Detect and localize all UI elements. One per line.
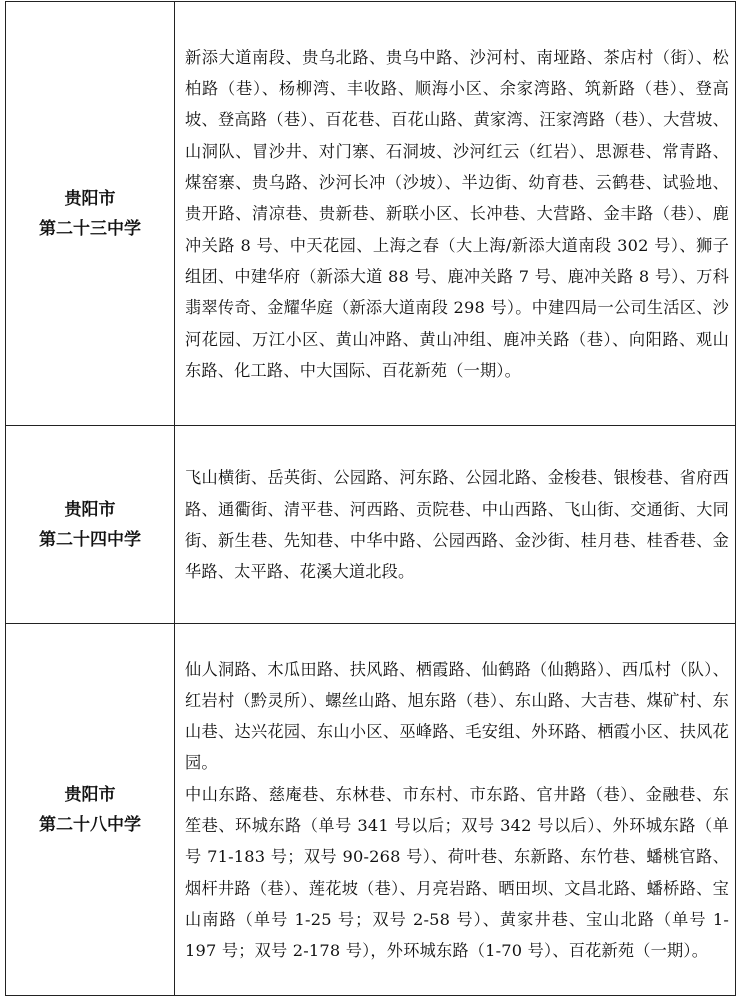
school-city: 贵阳市 (64, 499, 116, 520)
table-row (6, 624, 736, 996)
school-city: 贵阳市 (64, 784, 116, 805)
service-area-cell (175, 426, 736, 624)
school-name: 第二十八中学 (39, 814, 141, 835)
table-row (6, 2, 736, 426)
service-area-cell (175, 624, 736, 996)
table-row (6, 426, 736, 624)
school-zone-table (5, 1, 736, 996)
school-city: 贵阳市 (64, 188, 116, 209)
service-area-text: 仙人洞路、木瓜田路、扶风路、栖霞路、仙鹤路（仙鹅路）、西瓜村（队）、红岩村（黔灵所）、螺丝山路、旭东路（巷）、东山路、大吉巷、煤矿村、东山巷、达兴花园、东山小区、巫峰路、毛安组、外环路、栖霞小区、扶风花园。 (185, 659, 729, 773)
service-area-text: 新添大道南段、贵乌北路、贵乌中路、沙河村、南垭路、茶店村（街）、松柏路（巷）、杨柳湾、丰收路、顺海小区、余家湾路、筑新路（巷）、登高坡、登高路（巷）、百花巷、百花山路、黄家湾、汪家湾路（巷）、大营坡、山洞队、冒沙井、对门寨、石洞坡、沙河红云（红岩）、思源巷、常青路、煤窑寨、贵乌路、沙河长冲（沙坡）、半边街、幼育巷、云鹤巷、试验地、贵开路、清凉巷、贵新巷、新联小区、长冲巷、大营路、金丰路（巷）、鹿冲关路 8 号、中天花园、上海之春（大上海/新添大道南段 302 号）、狮子组团、中建华府（新添大道 88 号、鹿冲关路 7 号、鹿冲关路 8 号）、万科翡翠传奇、金耀华庭（新添大道南段 298 号）。中建四局一公司生活区、沙河花园、万江小区、黄山冲路、黄山冲组、鹿冲关路（巷）、向阳路、观山东路、化工路、中大国际、百花新苑（一期）。 (185, 47, 729, 380)
school-name-cell (6, 426, 175, 624)
service-area-cell (175, 2, 736, 426)
school-name-cell (6, 624, 175, 996)
school-name: 第二十四中学 (39, 529, 141, 550)
service-area-text: 中山东路、慈庵巷、东林巷、市东村、市东路、官井路（巷）、金融巷、东笙巷、环城东路（单号 341 号以后；双号 342 号以后）、外环城东路（单号 71-183 号；双号 90-268 号）、荷叶巷、东新路、东竹巷、蟠桃官路、烟杆井路（巷）、莲花坡（巷）、月亮岩路、晒田坝、文昌北路、蟠桥路、宝山南路（单号 1-25 号；双号 2-58 号）、黄家井巷、宝山北路（单号 1-197 号；双号 2-178 号），外环城东路（1-70 号）、百花新苑（一期）。 (185, 784, 729, 961)
service-area-text: 飞山横街、岳英街、公园路、河东路、公园北路、金梭巷、银梭巷、省府西路、通衢街、清平巷、河西路、贡院巷、中山西路、飞山街、交通街、大同街、新生巷、先知巷、中华中路、公园西路、金沙街、桂月巷、桂香巷、金华路、太平路、花溪大道北段。 (185, 468, 729, 582)
school-name: 第二十三中学 (39, 218, 141, 239)
school-name-cell (6, 2, 175, 426)
